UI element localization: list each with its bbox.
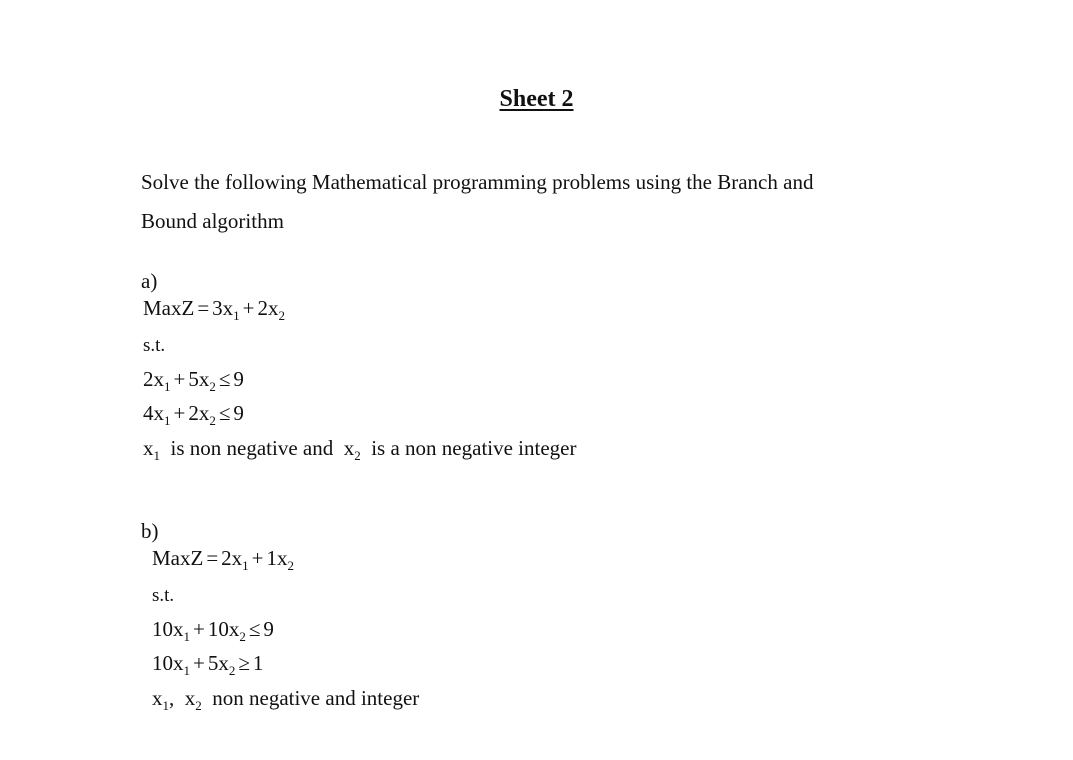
- problem-a-objective: MaxZ = $3x_1 + 2x_2$: [143, 296, 286, 323]
- instructions: [141, 163, 813, 241]
- problem-b-constraint-2: $10x_1 + 5x_2 \ge 1$: [152, 651, 264, 678]
- problem-a-constraint-2: $4x_1 + 2x_2 \le 9$: [143, 401, 244, 428]
- problem-b-objective: MaxZ = $2x_1 + 1x_2$: [152, 546, 295, 573]
- problem-b-condition: $x_1$, $x_2$ non negative and integer: [152, 686, 420, 713]
- sheet-title: Sheet 2: [499, 86, 574, 112]
- instructions-line-2: Bound algorithm: [141, 209, 284, 233]
- problem-a-condition: $x_1$ is non negative and $x_2$ is a non negative integer: [143, 436, 577, 463]
- problem-a-constraint-1: $2x_1 + 5x_2 \le 9$: [143, 367, 244, 394]
- problem-b-subject-to: s.t.: [152, 585, 175, 606]
- instructions-line-1: Solve the following Mathematical programming problems using the Branch and: [141, 170, 814, 194]
- problem-a-subject-to: s.t.: [143, 335, 166, 356]
- problem-a-label: a): [141, 269, 158, 293]
- problem-b-label: b): [141, 519, 159, 543]
- problem-b-constraint-1: $10x_1 + 10x_2 \le 9$: [152, 617, 274, 644]
